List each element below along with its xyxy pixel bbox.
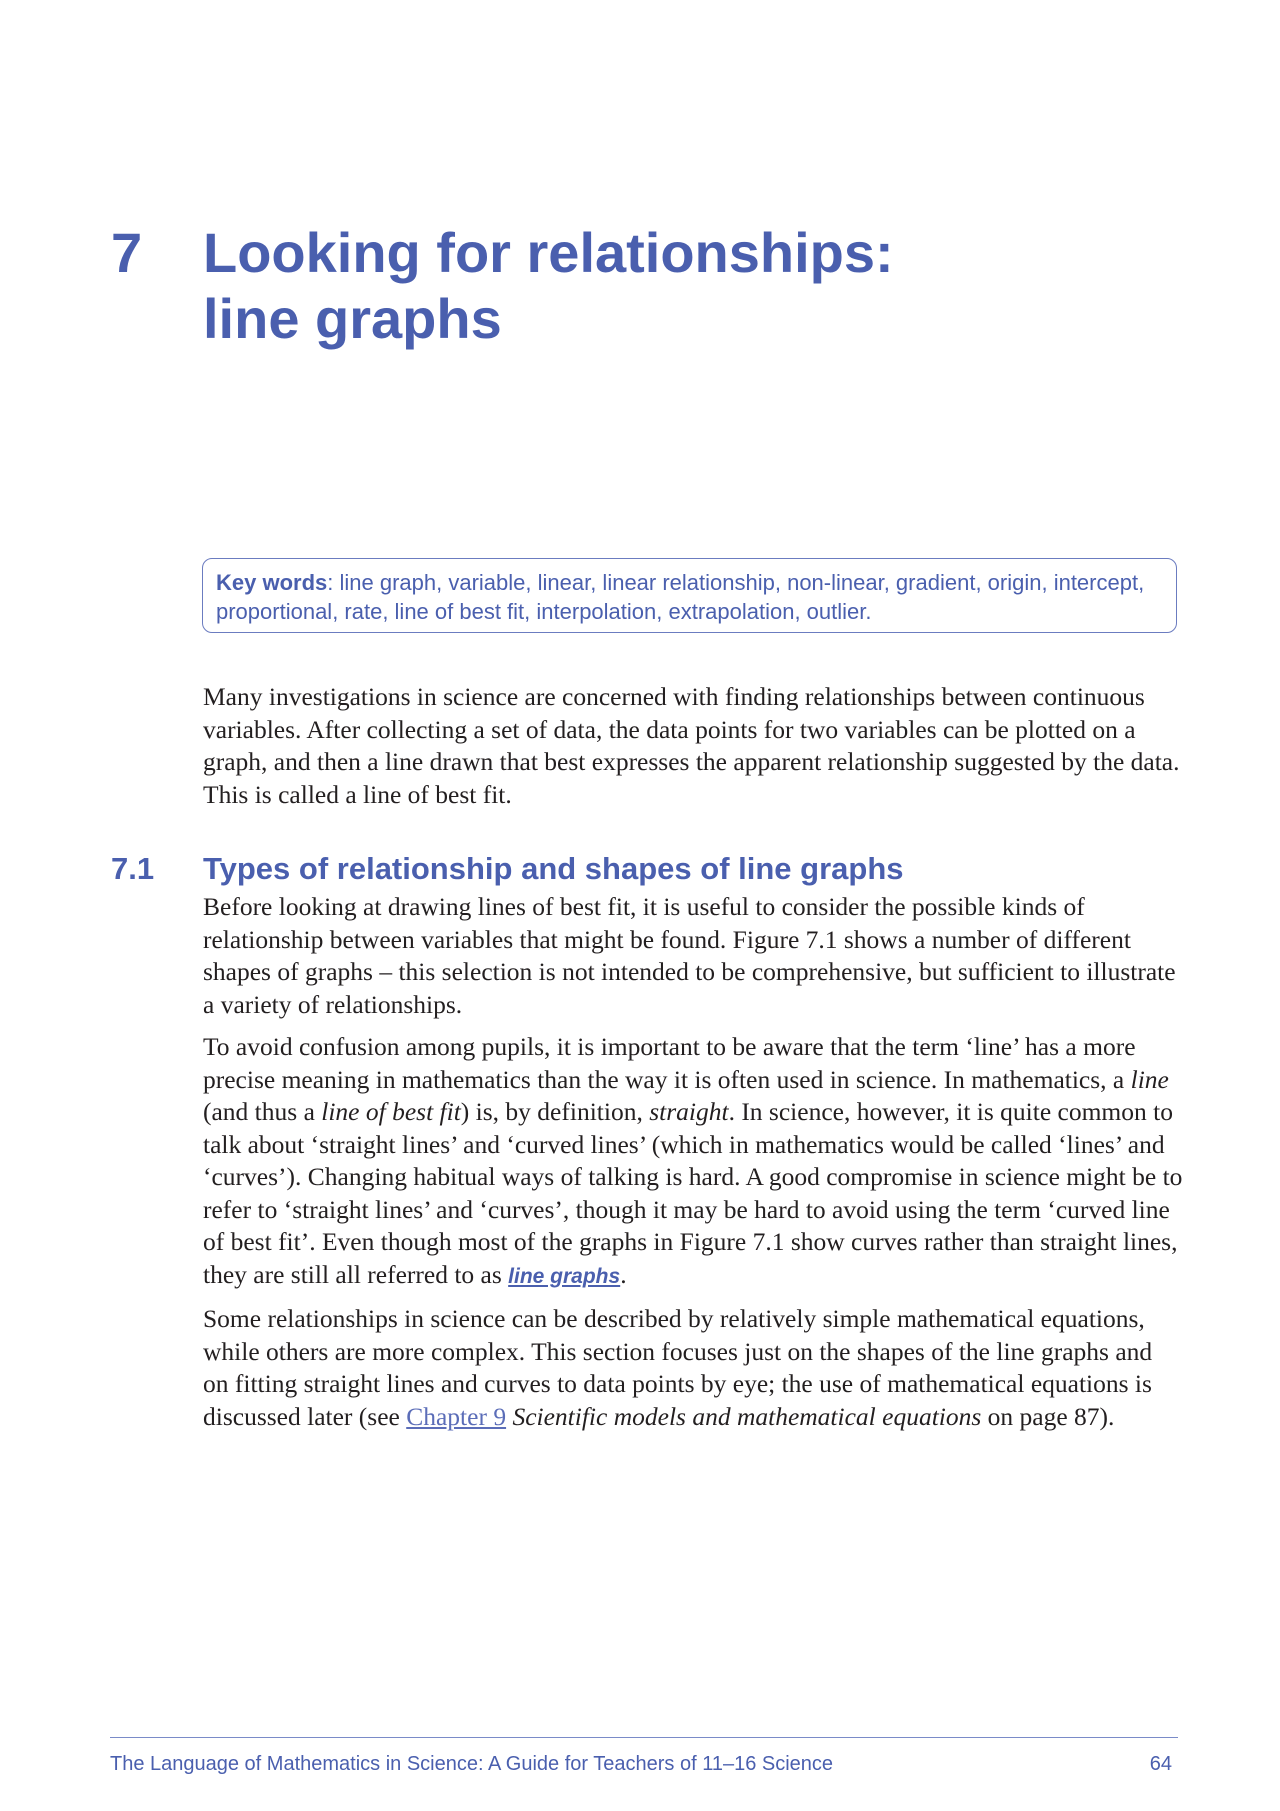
footer-book-title: The Language of Mathematics in Science: A Guide for Teachers of 11–16 Science: [110, 1753, 834, 1775]
chapter-number: 7: [111, 221, 143, 284]
chapter-9-title: Scientific models and mathematical equations: [512, 1401, 982, 1431]
text-run: ) is, by definition,: [460, 1097, 650, 1126]
section-paragraph-3: [203, 1303, 1183, 1433]
key-words-list: : line graph, variable, linear, linear relationship, non-linear, gradient, origin, intercept, proportional, rate, line of best fit, interpolation, extrapolation, outlier.: [216, 570, 1145, 624]
section-paragraph-2: [203, 1031, 1183, 1293]
text-run: Some relationships in science can be described by relatively simple mathematical equations, while others are more complex. This section focuses just on the shapes of the line graphs and on fitting straight lines and curves to data points by eye; the use of mathematical equations is discussed later (see: [203, 1304, 1153, 1431]
intro-paragraph: Many investigations in science are concerned with finding relationships between continuous variables. After collecting a set of data, the data points for two variables can be plotted on a graph, and then a line drawn that best expresses the apparent relationship suggested by the data. This is called a line of best fit.: [203, 682, 1180, 809]
line-graphs-glossary-link[interactable]: line graphs: [508, 1264, 621, 1288]
chapter-title-line-1: Looking for relationships:: [203, 221, 894, 284]
intro-section: [203, 681, 1183, 821]
chapter-title-line-2: line graphs: [203, 287, 502, 350]
page-number: 64: [1149, 1753, 1172, 1775]
key-words-box: [202, 558, 1177, 633]
section-title: Types of relationship and shapes of line graphs: [203, 851, 904, 886]
italic-term-straight: straight: [649, 1097, 729, 1126]
footer-divider: [110, 1737, 1178, 1738]
key-words-label: Key words: [216, 570, 328, 595]
section-paragraph-1: Before looking at drawing lines of best fit, it is useful to consider the possible kinds of relationship between variables that might be found. Figure 7.1 shows a number of different shapes of graphs – this selection is not intended to be comprehensive, but sufficient to illustrate a variety of relationships.: [203, 892, 1176, 1019]
text-run: To avoid confusion among pupils, it is important to be aware that the term ‘line’ has a more precise meaning in mathematics than the way it is often used in science. In mathematics, a: [203, 1032, 1136, 1094]
italic-term-line: line: [1130, 1064, 1169, 1094]
chapter-title: [203, 220, 1103, 352]
section-number: 7.1: [111, 851, 155, 886]
text-run: .: [620, 1259, 627, 1289]
italic-term-line-of-best-fit: line of best fit: [321, 1097, 461, 1126]
text-run: on page 87).: [981, 1401, 1115, 1431]
text-run: (and thus a: [203, 1097, 322, 1126]
text-run: . In science, however, it is quite common to talk about ‘straight lines’ and ‘curved lines’ (which in mathematics would be called ‘lines’ and ‘curves’). Changing habitual ways of talking is hard. A good compromise in science might be to refer to ‘straight lines’ and ‘curves’, though it may be hard to avoid using the term ‘curved line of best fit’. Even though most of the graphs in Figure 7.1 show curves rather than straight lines, they are still all referred to as: [203, 1097, 1183, 1289]
section-body: [203, 891, 1183, 1443]
chapter-9-link[interactable]: Chapter 9: [406, 1401, 507, 1431]
